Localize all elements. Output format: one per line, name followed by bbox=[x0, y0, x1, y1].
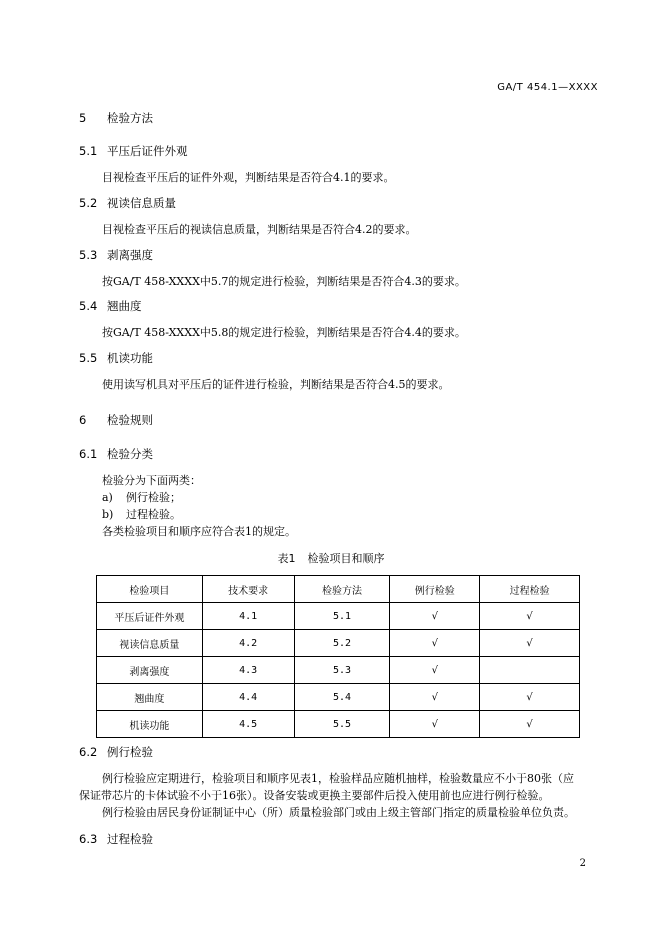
section-5-5-text: 使用读写机具对平压后的证件进行检验，判断结果是否符合4.5的要求。 bbox=[102, 378, 450, 391]
table-cell: 4.5 bbox=[202, 711, 294, 738]
table-cell: 5.2 bbox=[294, 630, 390, 657]
section-6-2-paragraph-2: 例行检验由居民身份证制证中心（所）质量检验部门或由上级主管部门指定的质量检验单位负责。 bbox=[102, 806, 575, 819]
section-6-1-heading bbox=[79, 446, 153, 462]
section-number: 6.1 bbox=[79, 447, 98, 461]
section-title: 翘曲度 bbox=[107, 299, 142, 313]
table-header-cell: 例行检验 bbox=[390, 576, 480, 603]
list-item bbox=[102, 489, 181, 505]
section-6-3-heading bbox=[79, 831, 153, 847]
section-number: 5.5 bbox=[79, 351, 98, 365]
section-title: 视读信息质量 bbox=[107, 196, 176, 210]
section-5-heading bbox=[79, 110, 153, 126]
page-number: 2 bbox=[579, 858, 586, 869]
table-cell: √ bbox=[390, 711, 480, 738]
section-5-5-heading bbox=[79, 350, 153, 366]
table-cell: 机读功能 bbox=[97, 711, 203, 738]
table-cell: 4.4 bbox=[202, 684, 294, 711]
section-5-1-heading bbox=[79, 143, 188, 159]
table-cell: 视读信息质量 bbox=[97, 630, 203, 657]
section-number: 6 bbox=[79, 413, 87, 427]
list-item-text: 过程检验。 bbox=[126, 508, 181, 521]
section-number: 6.2 bbox=[79, 745, 98, 759]
section-5-4-text: 按GA/T 458-XXXX中5.8的规定进行检验，判断结果是否符合4.4的要求。 bbox=[102, 326, 466, 339]
section-title: 检验规则 bbox=[107, 413, 153, 427]
section-number: 5.3 bbox=[79, 248, 98, 262]
table-row bbox=[97, 711, 580, 738]
table-caption-title: 检验项目和顺序 bbox=[307, 552, 385, 565]
section-6-1-intro: 检验分为下面两类： bbox=[102, 474, 201, 487]
table-cell: 4.1 bbox=[202, 603, 294, 630]
table-header-cell: 检验项目 bbox=[97, 576, 203, 603]
section-5-1-text: 目视检查平压后的证件外观，判断结果是否符合4.1的要求。 bbox=[102, 171, 395, 184]
section-number: 6.3 bbox=[79, 832, 98, 846]
section-number: 5.1 bbox=[79, 144, 98, 158]
table-row bbox=[97, 630, 580, 657]
table-cell: 4.2 bbox=[202, 630, 294, 657]
table-cell: 4.3 bbox=[202, 657, 294, 684]
section-5-3-heading bbox=[79, 247, 153, 263]
table-cell: √ bbox=[390, 603, 480, 630]
table-cell: √ bbox=[480, 711, 580, 738]
table-cell: 平压后证件外观 bbox=[97, 603, 203, 630]
table-row bbox=[97, 684, 580, 711]
table-header-cell: 技术要求 bbox=[202, 576, 294, 603]
section-5-4-heading bbox=[79, 298, 142, 314]
document-header: GA/T 454.1—XXXX bbox=[497, 82, 598, 93]
table-cell: 5.4 bbox=[294, 684, 390, 711]
section-6-2-paragraph-1-line-1: 例行检验应定期进行，检验项目和顺序见表1，检验样品应随机抽样，检验数量应不小于80张（应 bbox=[102, 772, 574, 785]
section-number: 5.4 bbox=[79, 299, 98, 313]
section-6-heading bbox=[79, 412, 153, 428]
list-marker: a) bbox=[102, 491, 113, 504]
section-title: 机读功能 bbox=[107, 351, 153, 365]
table-cell: √ bbox=[480, 603, 580, 630]
section-number: 5.2 bbox=[79, 196, 98, 210]
section-title: 剥离强度 bbox=[107, 248, 153, 262]
section-title: 例行检验 bbox=[107, 745, 153, 759]
table-cell: 剥离强度 bbox=[97, 657, 203, 684]
table-row bbox=[97, 603, 580, 630]
list-item bbox=[102, 506, 181, 522]
table-cell: √ bbox=[390, 657, 480, 684]
list-marker: b) bbox=[102, 508, 114, 521]
table-caption-number: 表1 bbox=[277, 552, 296, 565]
section-title: 检验方法 bbox=[107, 111, 153, 125]
section-title: 平压后证件外观 bbox=[107, 144, 188, 158]
inspection-table bbox=[96, 575, 580, 738]
table-cell: 翘曲度 bbox=[97, 684, 203, 711]
table-caption bbox=[0, 550, 662, 566]
table-cell: 5.3 bbox=[294, 657, 390, 684]
section-5-2-text: 目视检查平压后的视读信息质量，判断结果是否符合4.2的要求。 bbox=[102, 223, 417, 236]
table-cell: √ bbox=[480, 630, 580, 657]
table-cell: √ bbox=[390, 684, 480, 711]
section-6-1-note: 各类检验项目和顺序应符合表1的规定。 bbox=[102, 525, 296, 538]
section-title: 过程检验 bbox=[107, 832, 153, 846]
table-row bbox=[97, 657, 580, 684]
table-cell bbox=[480, 657, 580, 684]
table-header-row bbox=[97, 576, 580, 603]
section-6-2-paragraph-1-line-2: 保证带芯片的卡体试验不小于16张）。设备安装或更换主要部件后投入使用前也应进行例行检验。 bbox=[79, 789, 550, 802]
list-item-text: 例行检验； bbox=[126, 491, 181, 504]
table-header-cell: 检验方法 bbox=[294, 576, 390, 603]
table-cell: 5.5 bbox=[294, 711, 390, 738]
section-title: 检验分类 bbox=[107, 447, 153, 461]
table-cell: 5.1 bbox=[294, 603, 390, 630]
section-6-2-heading bbox=[79, 744, 153, 760]
table-cell: √ bbox=[390, 630, 480, 657]
section-5-3-text: 按GA/T 458-XXXX中5.7的规定进行检验，判断结果是否符合4.3的要求。 bbox=[102, 275, 466, 288]
table-header-cell: 过程检验 bbox=[480, 576, 580, 603]
section-5-2-heading bbox=[79, 195, 176, 211]
section-number: 5 bbox=[79, 111, 87, 125]
table-cell: √ bbox=[480, 684, 580, 711]
